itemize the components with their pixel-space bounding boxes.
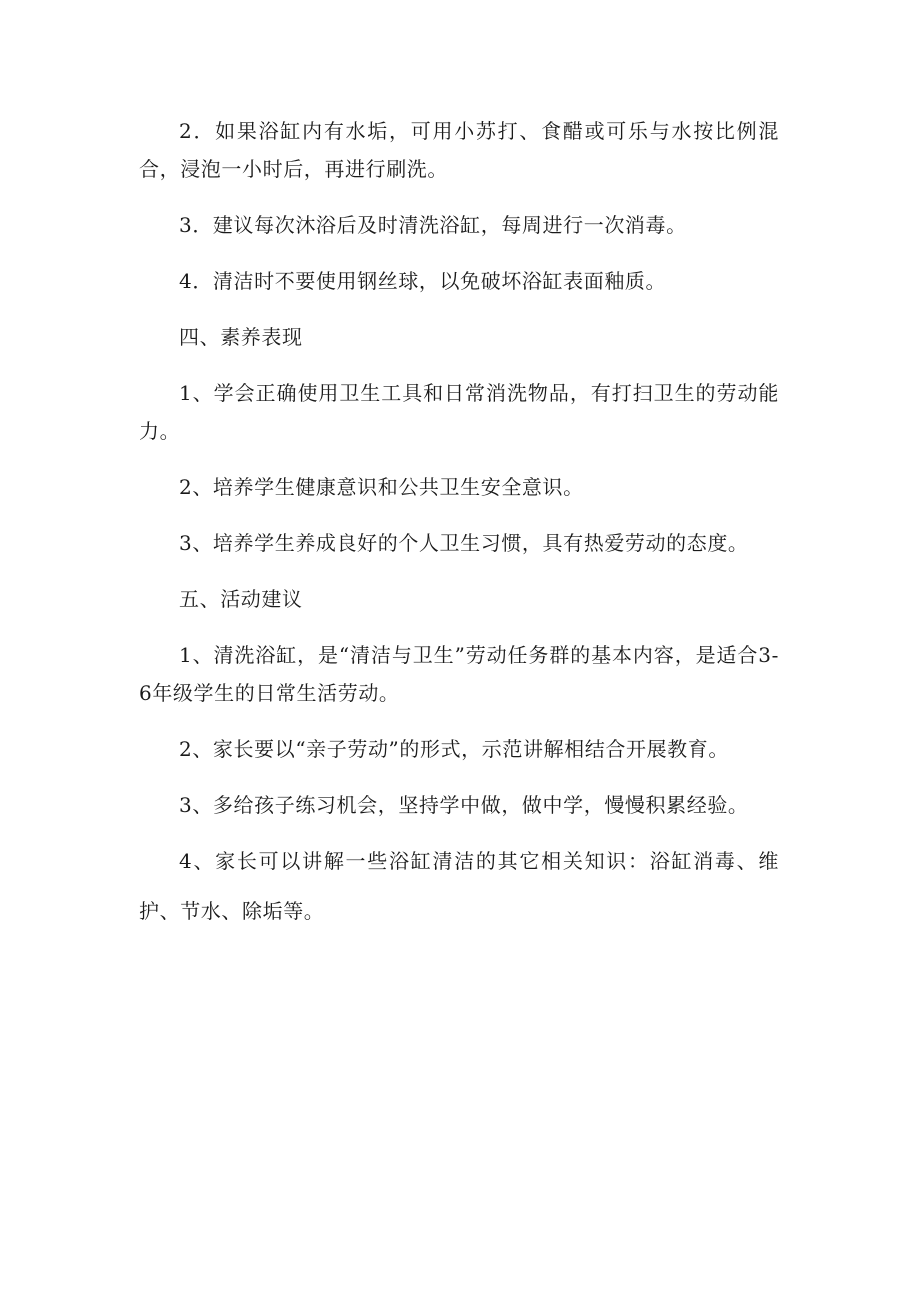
paragraph-cleaning-frequency: 3．建议每次沐浴后及时清洗浴缸，每周进行一次消毒。 [179, 213, 687, 237]
paragraph-suggestion-1: 1、清洗浴缸，是“清洁与卫生”劳动任务群的基本内容，是适合3-6年级学生的日常生活劳动。 [139, 643, 779, 705]
paragraph-no-steel-wool: 4．清洁时不要使用钢丝球，以免破坏浴缸表面釉质。 [179, 269, 667, 293]
section-heading-competencies: 四、素养表现 [179, 325, 303, 349]
section-heading-activity-suggestions: 五、活动建议 [179, 587, 303, 611]
paragraph-descaling-tip: 2．如果浴缸内有水垢，可用小苏打、食醋或可乐与水按比例混合，浸泡一小时后，再进行刷洗。 [139, 119, 779, 181]
paragraph-competency-1: 1、学会正确使用卫生工具和日常消洗物品，有打扫卫生的劳动能力。 [139, 381, 779, 443]
paragraph-suggestion-2: 2、家长要以“亲子劳动”的形式，示范讲解相结合开展教育。 [179, 737, 729, 761]
document-body [139, 112, 779, 954]
paragraph-competency-3: 3、培养学生养成良好的个人卫生习惯，具有热爱劳动的态度。 [179, 531, 749, 555]
paragraph-suggestion-4: 4、家长可以讲解一些浴缸清洁的其它相关知识：浴缸消毒、维护、节水、除垢等。 [139, 849, 779, 923]
paragraph-competency-2: 2、培养学生健康意识和公共卫生安全意识。 [179, 475, 584, 499]
paragraph-suggestion-3: 3、多给孩子练习机会，坚持学中做，做中学，慢慢积累经验。 [179, 793, 749, 817]
